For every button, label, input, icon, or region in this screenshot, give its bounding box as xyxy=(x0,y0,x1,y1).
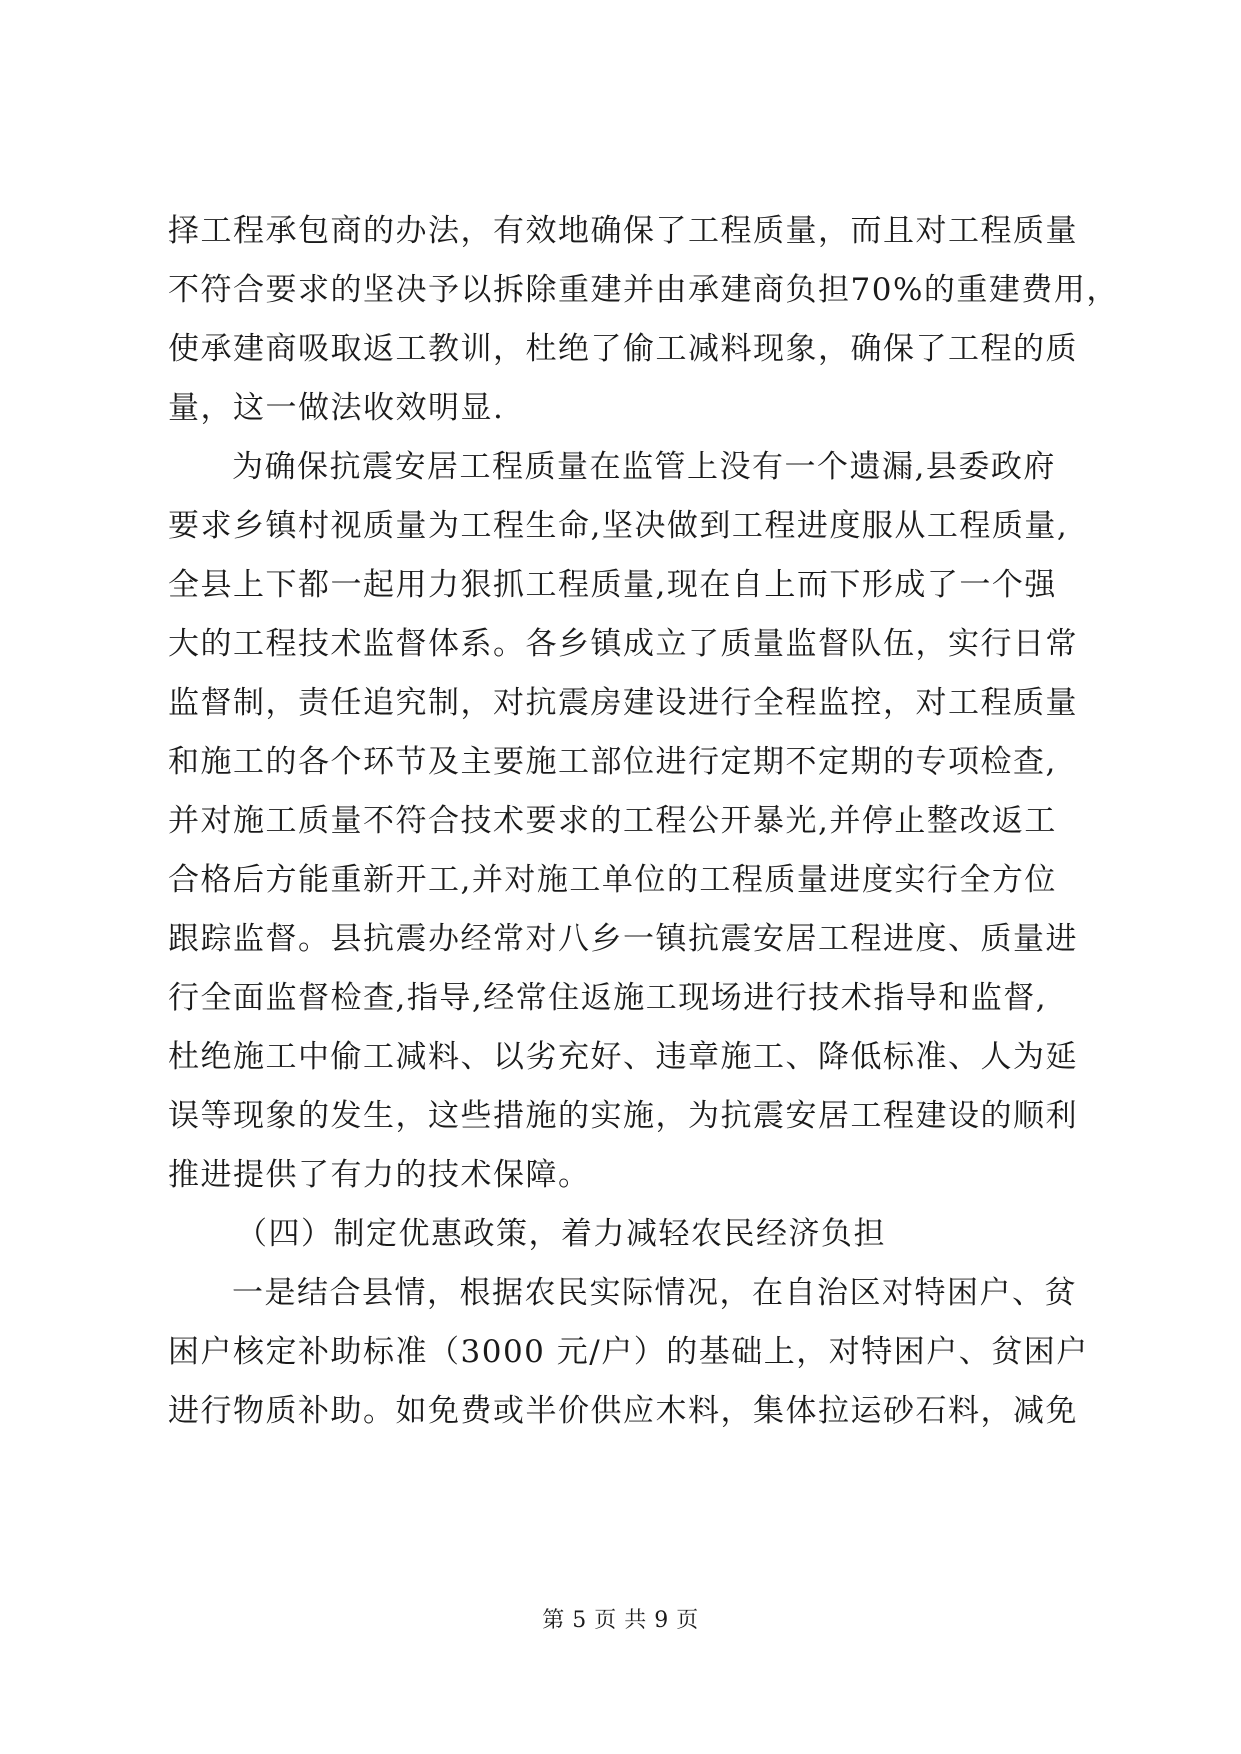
body-line-4: 量，这一做法收效明显. xyxy=(168,390,505,426)
body-line-3: 使承建商吸取返工教训，杜绝了偷工减料现象，确保了工程的质 xyxy=(168,331,1078,367)
body-line-21: 进行物质补助。如免费或半价供应木料，集体拉运砂石料，减免 xyxy=(168,1393,1078,1429)
body-line-15: 杜绝施工中偷工减料、以劣充好、违章施工、降低标准、人为延 xyxy=(168,1039,1078,1075)
body-line-20: 困户核定补助标准（3000 元/户）的基础上，对特困户、贫困户 xyxy=(168,1334,1089,1370)
body-line-14: 行全面监督检查,指导,经常住返施工现场进行技术指导和监督, xyxy=(168,980,1048,1016)
paragraph-start-line: 一是结合县情，根据农民实际情况，在自治区对特困户、贫 xyxy=(232,1275,1077,1311)
body-line-12: 合格后方能重新开工,并对施工单位的工程质量进度实行全方位 xyxy=(168,862,1057,898)
body-line-9: 监督制，责任追究制，对抗震房建设进行全程监控，对工程质量 xyxy=(168,685,1078,721)
paragraph-start-line: 为确保抗震安居工程质量在监管上没有一个遗漏,县委政府 xyxy=(232,449,1056,485)
body-line-17: 推进提供了有力的技术保障。 xyxy=(168,1157,591,1193)
page-number-footer: 第 5 页 共 9 页 xyxy=(542,1608,699,1633)
body-line-10: 和施工的各个环节及主要施工部位进行定期不定期的专项检查, xyxy=(168,744,1057,780)
body-line-11: 并对施工质量不符合技术要求的工程公开暴光,并停止整改返工 xyxy=(168,803,1057,839)
section-heading: （四）制定优惠政策，着力减轻农民经济负担 xyxy=(236,1216,886,1252)
body-line-13: 跟踪监督。县抗震办经常对八乡一镇抗震安居工程进度、质量进 xyxy=(168,921,1078,957)
body-line-16: 误等现象的发生，这些措施的实施，为抗震安居工程建设的顺利 xyxy=(168,1098,1078,1134)
body-line-6: 要求乡镇村视质量为工程生命,坚决做到工程进度服从工程质量, xyxy=(168,508,1069,544)
body-line-7: 全县上下都一起用力狠抓工程质量,现在自上而下形成了一个强 xyxy=(168,567,1057,603)
body-line-2: 不符合要求的坚决予以拆除重建并由承建商负担70%的重建费用， xyxy=(168,272,1119,308)
body-line-1: 择工程承包商的办法，有效地确保了工程质量，而且对工程质量 xyxy=(168,213,1078,249)
body-line-8: 大的工程技术监督体系。各乡镇成立了质量监督队伍，实行日常 xyxy=(168,626,1078,662)
